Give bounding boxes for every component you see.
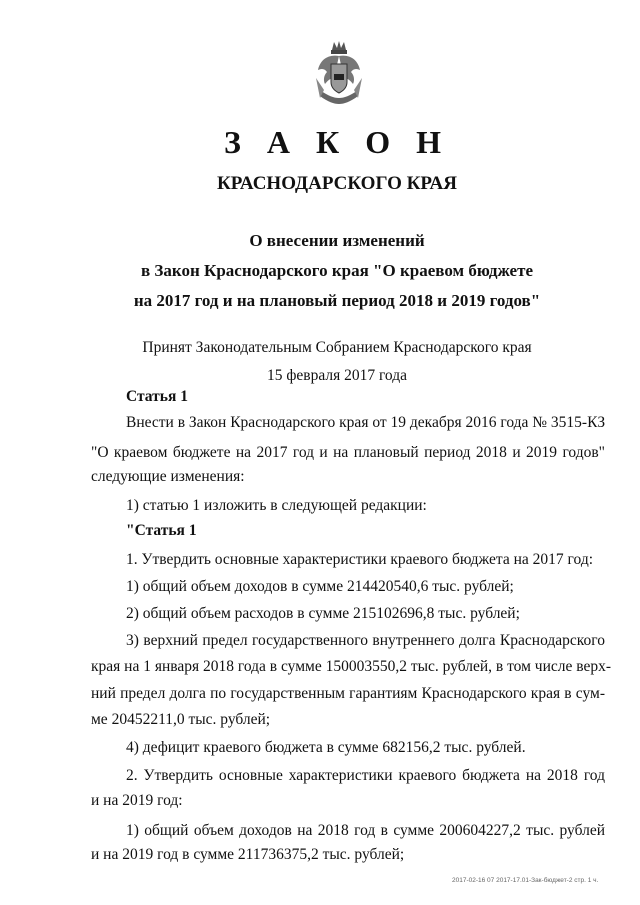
paragraph-1-item-3-line-1: 3) верхний предел государственного внутреннего долга Краснодарского [126,632,605,649]
paragraph-1: 1. Утвердить основные характеристики краевого бюджета на 2017 год: [126,551,594,568]
paragraph-1-item-4: 4) дефицит краевого бюджета в сумме 682156,2 тыс. рублей. [126,739,526,756]
adopted-date: 15 февраля 2017 года [266,367,408,384]
coat-of-arms-icon [314,40,364,108]
doc-title-line-1: О внесении изменений [249,231,425,250]
paragraph-2-line-2: и на 2019 год: [91,792,183,809]
law-title: З А К О Н [224,124,450,160]
intro-line-2: "О краевом бюджете на 2017 год и на плановый период 2018 и 2019 годов" [91,444,605,461]
article-heading: Статья 1 [126,388,188,405]
item-1: 1) статью 1 изложить в следующей редакции: [126,497,427,514]
doc-title-line-3: на 2017 год и на плановый период 2018 и 2019 годов" [133,291,541,310]
paragraph-1-item-3-line-4: ме 20452211,0 тыс. рублей; [91,711,271,728]
doc-title-line-2: в Закон Краснодарского края "О краевом бюджете [140,261,533,280]
quoted-article-heading: "Статья 1 [126,522,197,539]
intro-line-1: Внести в Закон Краснодарского края от 19 декабря 2016 года № 3515-КЗ [126,414,606,431]
paragraph-2-line-1: 2. Утвердить основные характеристики краевого бюджета на 2018 год [126,767,605,784]
paragraph-1-item-3-line-2: края на 1 января 2018 года в сумме 150003550,2 тыс. рублей, в том числе верх- [91,658,612,675]
adopted-line-1: Принят Законодательным Собранием Краснодарского края [142,339,532,356]
intro-line-3: следующие изменения: [91,468,245,485]
paragraph-1-item-2: 2) общий объем расходов в сумме 215102696,8 тыс. рублей; [126,605,520,622]
law-subtitle: КРАСНОДАРСКОГО КРАЯ [216,173,458,194]
footer-code: 2017-02-16 07 2017-17.01-Зак-бюджет-2 стр. 1 ч. [452,877,599,884]
paragraph-1-item-1: 1) общий объем доходов в сумме 214420540,6 тыс. рублей; [126,578,514,595]
paragraph-1-item-3-line-3: ний предел долга по государственным гарантиям Краснодарского края в сум- [91,685,605,702]
coat-of-arms-emblem [314,40,364,108]
paragraph-2-item-1-line-1: 1) общий объем доходов на 2018 год в сумме 200604227,2 тыс. рублей [126,822,605,839]
paragraph-2-item-1-line-2: и на 2019 год в сумме 211736375,2 тыс. рублей; [91,846,405,863]
